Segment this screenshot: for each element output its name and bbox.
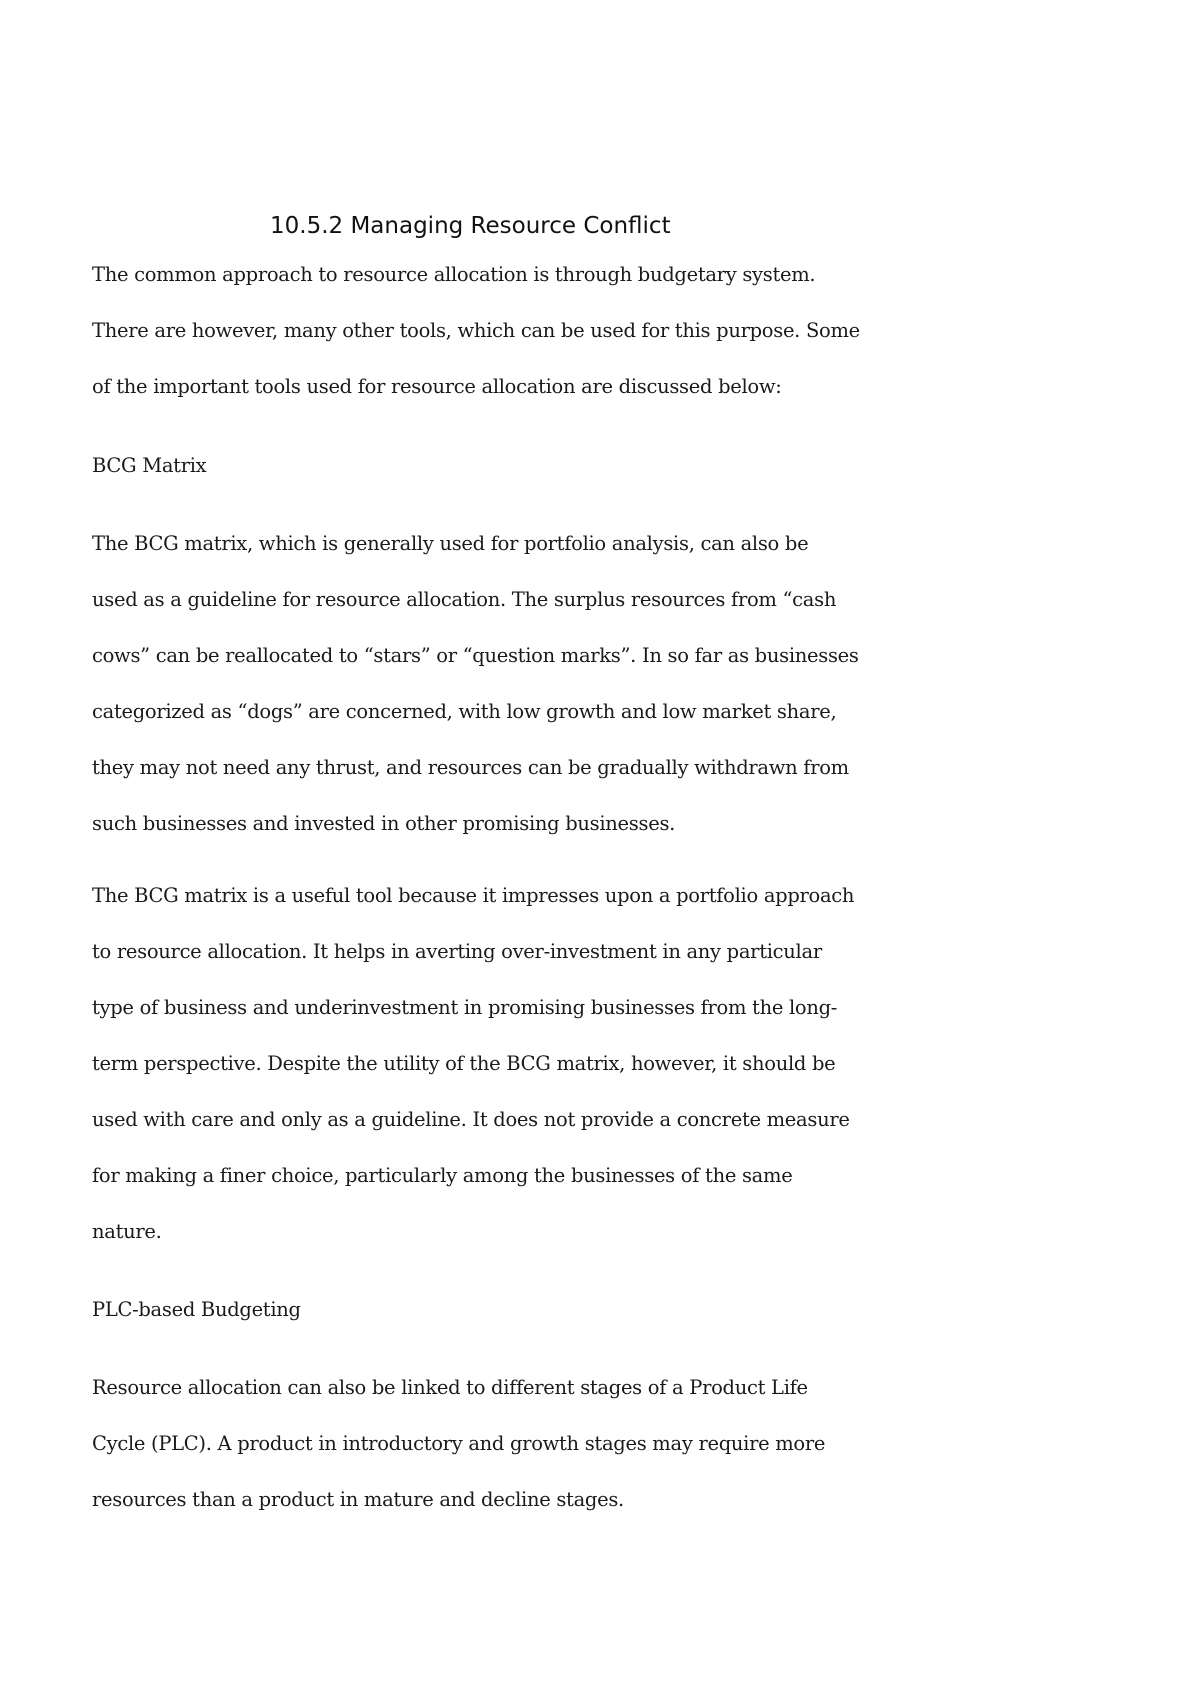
- bcg-paragraph-line: type of business and underinvestment in promising businesses from the long-: [92, 996, 838, 1019]
- bcg-paragraph-line: used with care and only as a guideline. It does not provide a concrete measure: [92, 1108, 850, 1131]
- bcg-paragraph-line: for making a finer choice, particularly among the businesses of the same: [92, 1164, 793, 1187]
- bcg-paragraph-line: such businesses and invested in other promising businesses.: [92, 812, 676, 835]
- bcg-paragraph-line: used as a guideline for resource allocation. The surplus resources from “cash: [92, 588, 837, 611]
- bcg-subheading: BCG Matrix: [92, 454, 207, 477]
- bcg-paragraph-line: cows” can be reallocated to “stars” or “question marks”. In so far as businesses: [92, 644, 859, 667]
- plc-paragraph-line: Cycle (PLC). A product in introductory and growth stages may require more: [92, 1432, 826, 1455]
- bcg-paragraph-line: The BCG matrix, which is generally used for portfolio analysis, can also be: [92, 532, 809, 555]
- intro-line: of the important tools used for resource allocation are discussed below:: [92, 375, 782, 398]
- bcg-paragraph-line: categorized as “dogs” are concerned, with low growth and low market share,: [92, 700, 837, 723]
- bcg-paragraph-line: The BCG matrix is a useful tool because it impresses upon a portfolio approach: [92, 884, 855, 907]
- intro-line: The common approach to resource allocation is through budgetary system.: [92, 263, 816, 286]
- bcg-paragraph-line: to resource allocation. It helps in averting over-investment in any particular: [92, 940, 822, 963]
- plc-subheading: PLC-based Budgeting: [92, 1298, 301, 1321]
- bcg-paragraph-line: term perspective. Despite the utility of the BCG matrix, however, it should be: [92, 1052, 836, 1075]
- section-heading: 10.5.2 Managing Resource Conflict: [270, 213, 671, 239]
- bcg-paragraph-line: they may not need any thrust, and resources can be gradually withdrawn from: [92, 756, 849, 779]
- plc-paragraph-line: Resource allocation can also be linked to different stages of a Product Life: [92, 1376, 808, 1399]
- plc-paragraph-line: resources than a product in mature and decline stages.: [92, 1488, 624, 1511]
- bcg-paragraph-line: nature.: [92, 1220, 162, 1243]
- intro-line: There are however, many other tools, which can be used for this purpose. Some: [92, 319, 860, 342]
